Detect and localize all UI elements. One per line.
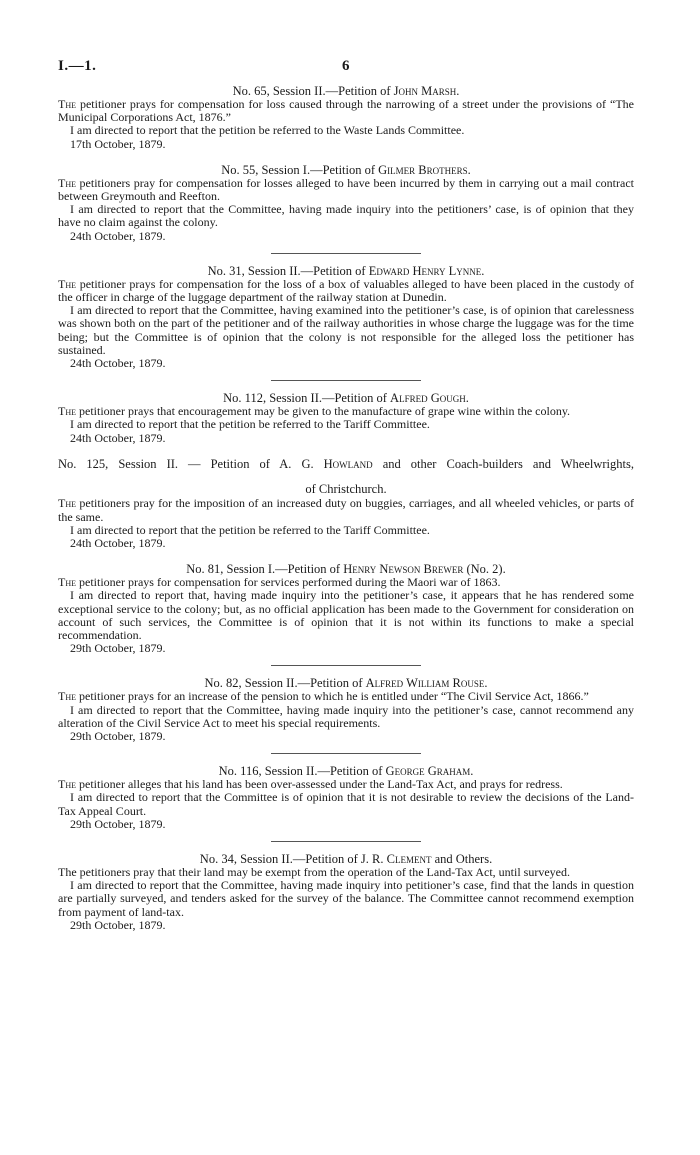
report-date: 29th October, 1879. [70, 729, 166, 743]
report-date: 29th October, 1879. [70, 816, 166, 831]
petition-entry [58, 676, 634, 743]
petition-prayer: The petitioner prays for compensation for services performed during the Maori war of 1863. [58, 575, 501, 590]
committee-report: I am directed to report that the Committee, having made inquiry into petitioner’s case, find that the lands in question are partially surveyed, and tenders asked for the survey of the balance. The Committee cannot recommend exemption from payment of land-tax. [58, 878, 634, 919]
petitioner-name: Howland [323, 456, 373, 471]
spacer [58, 550, 634, 562]
petition-title: No. 34, Session II.—Petition of J. R. Clement and Others. [199, 852, 493, 867]
petition-title: No. 31, Session II.—Petition of Edward Henry Lynne. [207, 263, 485, 278]
petition-title: No. 82, Session II.—Petition of Alfred William Rouse. [204, 676, 488, 691]
section-divider [271, 841, 421, 842]
petition-prayer: The petitioners pray for the imposition of an increased duty on buggies, carriages, and all wheeled vehicles, or parts of the same. [58, 496, 634, 524]
section-divider [271, 665, 421, 666]
report-date: 24th October, 1879. [70, 228, 166, 243]
petition-prayer: The petitioner alleges that his land has been over-assessed under the Land-Tax Act, and prays for redress. [58, 777, 563, 792]
section-divider [271, 253, 421, 254]
petitioner-name: Henry Newson Brewer [343, 562, 464, 577]
committee-report: I am directed to report that the Committee, having made inquiry into the petitioner’s case, cannot recommend any alteration of the Civil Service Act to meet his special requirements. [58, 702, 634, 730]
section-divider [271, 380, 421, 381]
petitioner-name: Edward Henry Lynne [368, 263, 482, 278]
committee-report: I am directed to report that the Committee, having made inquiry into the petitioners’ case, is of opinion that they have no claim against the colony. [58, 202, 634, 230]
report-date: 24th October, 1879. [70, 356, 166, 371]
petitioner-name: John Marsh [393, 84, 457, 98]
petition-entry [58, 562, 634, 655]
petitioner-name: Clement [386, 852, 432, 867]
report-date: 17th October, 1879. [70, 136, 166, 151]
petition-prayer: The petitioner prays for compensation for the loss of a box of valuables alleged to have been placed in the custody of the officer in charge of the luggage department of the railway station at Dunedin. [58, 276, 634, 305]
document-page [58, 58, 634, 932]
petition-title: No. 112, Session II.—Petition of Alfred Gough. [223, 391, 469, 406]
committee-report: I am directed to report that, having made inquiry into the petitioner’s case, it appears that he has rendered some exceptional service to the colony; but, as no official application has been made to the Government for consideration on account of such services, the Committee is of opinion that it is not within its functions to make a special recommendation. [58, 588, 634, 642]
running-header [58, 58, 634, 84]
petition-entry [58, 457, 634, 550]
petition-entry [58, 84, 634, 151]
report-date: 24th October, 1879. [70, 535, 166, 550]
petitioner-name: Alfred William Rouse [365, 676, 485, 691]
petitioner-name: Gilmer Brothers [378, 162, 468, 177]
series-id: I.—1. [58, 58, 97, 74]
petition-prayer: The petitioners pray that their land may be exempt from the operation of the Land-Tax Act, until surveyed. [58, 865, 570, 880]
committee-report: I am directed to report that the Committee, having examined into the petitioner’s case, is of opinion that carelessness was shown both on the part of the petitioner and of the railway authorities in whose charge the luggage was for the time being; but the Committee is of opinion that the colony is not responsible for the alleged loss the petitioner has sustained. [58, 303, 634, 357]
petition-prayer: The petitioner prays for compensation for loss caused through the narrowing of a street under the provisions of “The Municipal Corporations Act, 1876.” [58, 97, 634, 125]
committee-report: I am directed to report that the petition be referred to the Waste Lands Committee. [70, 123, 465, 138]
section-divider [271, 753, 421, 754]
page-number: 6 [342, 58, 350, 74]
petition-title: No. 55, Session I.—Petition of Gilmer Brothers. [221, 162, 471, 177]
petition-prayer: The petitioner prays for an increase of the pension to which he is entitled under “The Civil Service Act, 1866.” [58, 689, 589, 704]
petition-prayer: The petitioner prays that encouragement may be given to the manufacture of grape wine within the colony. [58, 404, 571, 419]
spacer [58, 445, 634, 457]
petitioner-name: Alfred Gough [390, 391, 466, 406]
spacer [58, 151, 634, 163]
petition-entry [58, 852, 634, 932]
petition-entry [58, 764, 634, 831]
petition-entry [58, 163, 634, 243]
committee-report: I am directed to report that the Committee is of opinion that it is not desirable to review the decisions of the Land-Tax Appeal Court. [58, 790, 634, 818]
petition-title: No. 65, Session II.—Petition of John Marsh. [232, 84, 460, 98]
report-date: 29th October, 1879. [70, 641, 166, 656]
committee-report: I am directed to report that the petition be referred to the Tariff Committee. [70, 417, 430, 432]
petition-entry [58, 264, 634, 370]
petition-title: No. 116, Session II.—Petition of George Graham. [218, 764, 474, 779]
petition-title: No. 81, Session I.—Petition of Henry Newson Brewer (No. 2). [186, 562, 506, 577]
petition-title-continuation: of Christchurch. [305, 482, 387, 497]
report-date: 29th October, 1879. [70, 917, 166, 932]
committee-report: I am directed to report that the petition be referred to the Tariff Committee. [70, 522, 430, 537]
petition-entry [58, 391, 634, 445]
report-date: 24th October, 1879. [70, 430, 166, 445]
petition-title: No. 125, Session II. — Petition of A. G. Howland and other Coach-builders and Wheelwrights, [58, 456, 634, 471]
petitioner-name: George Graham [385, 764, 471, 779]
petition-prayer: The petitioners pray for compensation for losses alleged to have been incurred by them in carrying out a mail contract between Greymouth and Reefton. [58, 175, 634, 204]
